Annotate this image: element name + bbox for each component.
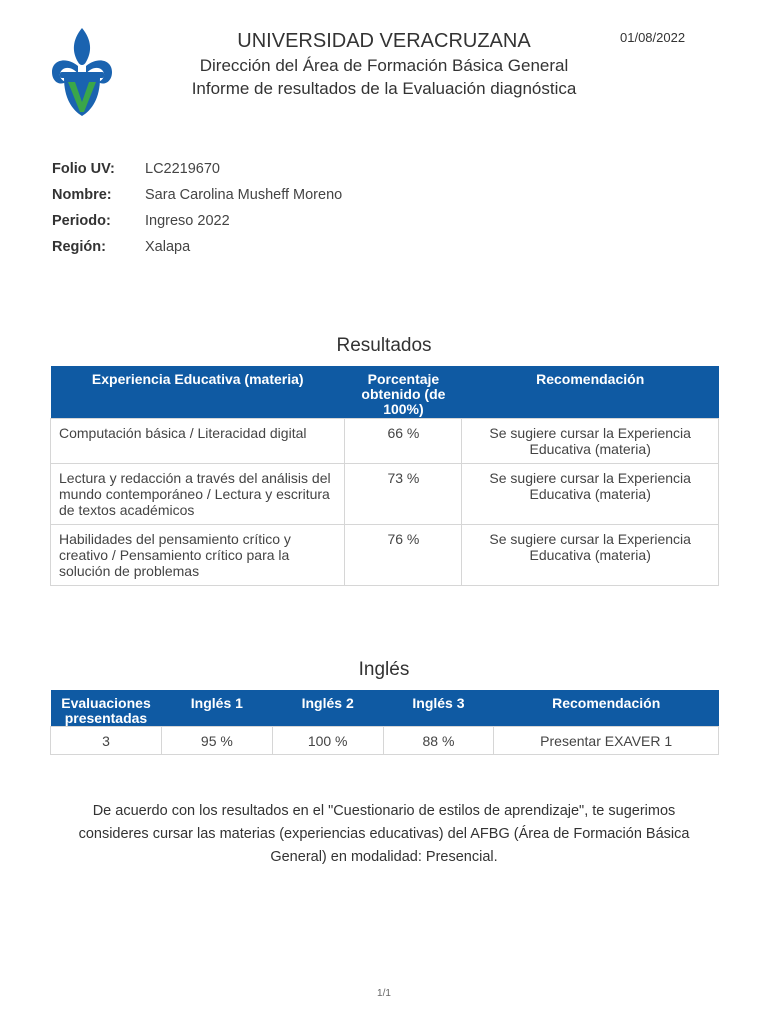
percentage-cell: 66 % (345, 419, 462, 464)
info-value: Sara Carolina Musheff Moreno (145, 187, 343, 203)
info-label: Región: (52, 239, 106, 255)
university-name: UNIVERSIDAD VERACRUZANA (237, 30, 531, 52)
table-row (51, 525, 719, 586)
column-header: Inglés 1 (161, 690, 272, 727)
info-value: Xalapa (145, 239, 191, 255)
university-logo (48, 26, 116, 120)
percentage-cell: 73 % (345, 464, 462, 525)
learning-style-note: De acuerdo con los resultados en el "Cuestionario de estilos de aprendizaje", te sugerimos consideres cursar las materias (experiencias educativas) del AFBG (Área de Formación Básica General) en modalidad: Presencial. (78, 803, 690, 865)
table-row (51, 419, 719, 464)
recommendation-cell: Se sugiere cursar la Experiencia Educativa (materia) (462, 419, 719, 464)
info-row-period (52, 208, 342, 234)
recommendation-cell: Presentar EXAVER 1 (494, 727, 719, 755)
info-label: Periodo: (52, 213, 111, 229)
column-header: Inglés 2 (272, 690, 383, 727)
table-header-row (51, 366, 719, 419)
column-header: Porcentaje obtenido (de 100%) (345, 366, 462, 419)
english-2-cell: 100 % (272, 727, 383, 755)
info-label: Nombre: (52, 187, 112, 203)
english-3-cell: 88 % (383, 727, 494, 755)
column-header: Recomendación (462, 366, 719, 419)
table-row (51, 727, 719, 755)
student-info (52, 156, 342, 260)
info-value: Ingreso 2022 (145, 213, 230, 229)
subject-cell: Computación básica / Literacidad digital (51, 419, 345, 464)
recommendation-cell: Se sugiere cursar la Experiencia Educativa (materia) (462, 525, 719, 586)
results-table (50, 366, 719, 586)
subject-cell: Habilidades del pensamiento crítico y creativo / Pensamiento crítico para la solución de problemas (51, 525, 345, 586)
english-table (50, 690, 719, 755)
info-value: LC2219670 (145, 161, 220, 177)
column-header: Recomendación (494, 690, 719, 727)
info-row-region (52, 234, 342, 260)
subject-cell: Lectura y redacción a través del análisis del mundo contemporáneo / Lectura y escritura de textos académicos (51, 464, 345, 525)
english-1-cell: 95 % (161, 727, 272, 755)
page-number: 1/1 (377, 988, 391, 999)
table-header-row (51, 690, 719, 727)
english-title: Inglés (358, 659, 410, 680)
department-name: Dirección del Área de Formación Básica General (199, 56, 569, 75)
info-row-folio (52, 156, 342, 182)
info-row-name (52, 182, 342, 208)
results-title: Resultados (336, 335, 432, 356)
percentage-cell: 76 % (345, 525, 462, 586)
column-header: Inglés 3 (383, 690, 494, 727)
recommendation-cell: Se sugiere cursar la Experiencia Educativa (materia) (462, 464, 719, 525)
document-header (140, 28, 628, 100)
column-header: Evaluaciones presentadas (51, 690, 162, 727)
table-row (51, 464, 719, 525)
report-date: 01/08/2022 (620, 30, 686, 45)
report-title: Informe de resultados de la Evaluación diagnóstica (191, 79, 577, 98)
column-header: Experiencia Educativa (materia) (51, 366, 345, 419)
evaluations-cell: 3 (51, 727, 162, 755)
info-label: Folio UV: (52, 161, 115, 177)
